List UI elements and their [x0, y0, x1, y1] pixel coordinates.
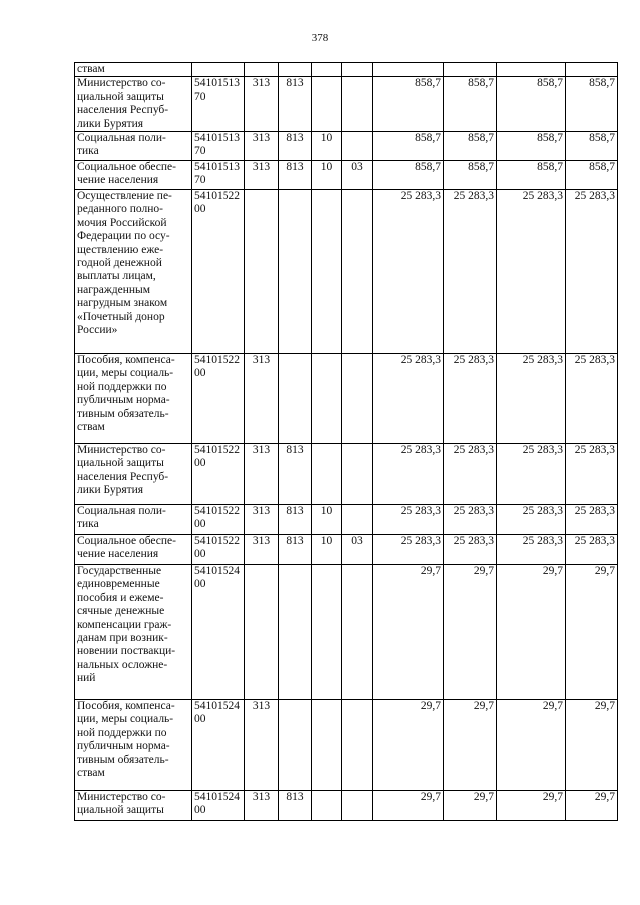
target-code-cell: 54101522 00	[192, 505, 245, 535]
target-code-cell: 54101513 70	[192, 77, 245, 132]
row-name-cell: Министерство со- циальной защиты населения Респуб- лики Бурятия	[75, 77, 192, 132]
amount-cell-4: 858,7	[566, 132, 618, 161]
subsection-cell	[342, 132, 373, 161]
amount-cell-4: 29,7	[566, 791, 618, 821]
expense-type-cell: 313	[245, 535, 279, 565]
amount-cell-2: 29,7	[444, 791, 497, 821]
amount-cell-1: 25 283,3	[373, 505, 444, 535]
table-row	[75, 77, 618, 132]
row-name-cell: Социальная поли- тика	[75, 505, 192, 535]
ministry-code-cell	[279, 700, 312, 791]
subsection-cell	[342, 791, 373, 821]
section-cell: 10	[312, 535, 342, 565]
section-cell: 10	[312, 132, 342, 161]
amount-cell-2: 858,7	[444, 161, 497, 190]
table-row	[75, 444, 618, 505]
target-code-cell: 54101524 00	[192, 791, 245, 821]
amount-cell-3: 25 283,3	[497, 354, 566, 444]
expense-type-cell	[245, 63, 279, 77]
row-name-cell: ствам	[75, 63, 192, 77]
subsection-cell	[342, 63, 373, 77]
subsection-cell: 03	[342, 161, 373, 190]
amount-cell-1: 858,7	[373, 77, 444, 132]
ministry-code-cell: 813	[279, 444, 312, 505]
ministry-code-cell: 813	[279, 535, 312, 565]
amount-cell-2: 25 283,3	[444, 190, 497, 354]
amount-cell-2: 25 283,3	[444, 505, 497, 535]
row-name-cell: Социальная поли- тика	[75, 132, 192, 161]
subsection-cell: 03	[342, 535, 373, 565]
table-row	[75, 161, 618, 190]
amount-cell-2: 858,7	[444, 132, 497, 161]
amount-cell-1: 25 283,3	[373, 354, 444, 444]
expense-type-cell: 313	[245, 505, 279, 535]
amount-cell-1: 25 283,3	[373, 190, 444, 354]
subsection-cell	[342, 565, 373, 700]
amount-cell-1: 858,7	[373, 132, 444, 161]
expense-type-cell: 313	[245, 444, 279, 505]
amount-cell-3: 25 283,3	[497, 505, 566, 535]
section-cell	[312, 700, 342, 791]
expense-type-cell	[245, 565, 279, 700]
amount-cell-3: 858,7	[497, 77, 566, 132]
row-name-cell: Социальное обеспе- чение населения	[75, 161, 192, 190]
ministry-code-cell	[279, 190, 312, 354]
budget-table	[74, 62, 618, 821]
row-name-cell: Пособия, компенса- ции, меры социаль- ной поддержки по публичным норма- тивным обязатель- ствам	[75, 354, 192, 444]
expense-type-cell	[245, 190, 279, 354]
ministry-code-cell: 813	[279, 161, 312, 190]
page-number: 378	[311, 32, 329, 44]
amount-cell-4: 25 283,3	[566, 535, 618, 565]
amount-cell-2: 25 283,3	[444, 535, 497, 565]
ministry-code-cell: 813	[279, 132, 312, 161]
amount-cell-3: 29,7	[497, 565, 566, 700]
ministry-code-cell: 813	[279, 77, 312, 132]
target-code-cell: 54101513 70	[192, 161, 245, 190]
amount-cell-1: 29,7	[373, 565, 444, 700]
section-cell	[312, 354, 342, 444]
table-row	[75, 190, 618, 354]
amount-cell-3: 25 283,3	[497, 444, 566, 505]
amount-cell-4: 858,7	[566, 77, 618, 132]
amount-cell-4: 858,7	[566, 161, 618, 190]
target-code-cell: 54101522 00	[192, 190, 245, 354]
amount-cell-1	[373, 63, 444, 77]
row-name-cell: Осуществление пе- реданного полно- мочия Российской Федерации по осу- ществлению еже- годной денежной выплаты лицам, награжденным нагрудным знаком «Почетный донор России»	[75, 190, 192, 354]
subsection-cell	[342, 77, 373, 132]
target-code-cell: 54101522 00	[192, 535, 245, 565]
expense-type-cell: 313	[245, 791, 279, 821]
row-name-cell: Пособия, компенса- ции, меры социаль- ной поддержки по публичным норма- тивным обязатель- ствам	[75, 700, 192, 791]
table-row	[75, 505, 618, 535]
target-code-cell: 54101522 00	[192, 444, 245, 505]
row-name-cell: Министерство со- циальной защиты населения Респуб- лики Бурятия	[75, 444, 192, 505]
amount-cell-4: 29,7	[566, 700, 618, 791]
target-code-cell: 54101524 00	[192, 700, 245, 791]
amount-cell-3: 25 283,3	[497, 190, 566, 354]
amount-cell-3: 858,7	[497, 161, 566, 190]
row-name-cell: Государственные единовременные пособия и ежеме- сячные денежные компенсации граж- данам при возник- новении поствакци- нальных осложне- ний	[75, 565, 192, 700]
amount-cell-2: 25 283,3	[444, 444, 497, 505]
section-cell: 10	[312, 161, 342, 190]
section-cell: 10	[312, 505, 342, 535]
section-cell	[312, 444, 342, 505]
table-row	[75, 791, 618, 821]
section-cell	[312, 63, 342, 77]
ministry-code-cell	[279, 354, 312, 444]
subsection-cell	[342, 505, 373, 535]
row-name-cell: Социальное обеспе- чение населения	[75, 535, 192, 565]
section-cell	[312, 565, 342, 700]
amount-cell-3: 29,7	[497, 700, 566, 791]
amount-cell-2	[444, 63, 497, 77]
ministry-code-cell: 813	[279, 791, 312, 821]
amount-cell-4: 29,7	[566, 565, 618, 700]
amount-cell-2: 858,7	[444, 77, 497, 132]
target-code-cell	[192, 63, 245, 77]
table-row	[75, 63, 618, 77]
expense-type-cell: 313	[245, 161, 279, 190]
amount-cell-4	[566, 63, 618, 77]
subsection-cell	[342, 190, 373, 354]
target-code-cell: 54101524 00	[192, 565, 245, 700]
row-name-cell: Министерство со- циальной защиты	[75, 791, 192, 821]
expense-type-cell: 313	[245, 77, 279, 132]
expense-type-cell: 313	[245, 354, 279, 444]
amount-cell-3	[497, 63, 566, 77]
target-code-cell: 54101513 70	[192, 132, 245, 161]
table-row	[75, 700, 618, 791]
expense-type-cell: 313	[245, 132, 279, 161]
expense-type-cell: 313	[245, 700, 279, 791]
amount-cell-4: 25 283,3	[566, 505, 618, 535]
amount-cell-3: 858,7	[497, 132, 566, 161]
amount-cell-4: 25 283,3	[566, 190, 618, 354]
amount-cell-2: 29,7	[444, 700, 497, 791]
table-row	[75, 535, 618, 565]
subsection-cell	[342, 354, 373, 444]
amount-cell-1: 25 283,3	[373, 444, 444, 505]
amount-cell-3: 29,7	[497, 791, 566, 821]
amount-cell-2: 25 283,3	[444, 354, 497, 444]
ministry-code-cell	[279, 565, 312, 700]
section-cell	[312, 77, 342, 132]
section-cell	[312, 190, 342, 354]
table-row	[75, 565, 618, 700]
table-row	[75, 354, 618, 444]
ministry-code-cell: 813	[279, 505, 312, 535]
amount-cell-1: 29,7	[373, 791, 444, 821]
subsection-cell	[342, 700, 373, 791]
target-code-cell: 54101522 00	[192, 354, 245, 444]
subsection-cell	[342, 444, 373, 505]
amount-cell-4: 25 283,3	[566, 354, 618, 444]
table-row	[75, 132, 618, 161]
amount-cell-1: 858,7	[373, 161, 444, 190]
ministry-code-cell	[279, 63, 312, 77]
amount-cell-3: 25 283,3	[497, 535, 566, 565]
amount-cell-4: 25 283,3	[566, 444, 618, 505]
section-cell	[312, 791, 342, 821]
amount-cell-2: 29,7	[444, 565, 497, 700]
amount-cell-1: 29,7	[373, 700, 444, 791]
amount-cell-1: 25 283,3	[373, 535, 444, 565]
